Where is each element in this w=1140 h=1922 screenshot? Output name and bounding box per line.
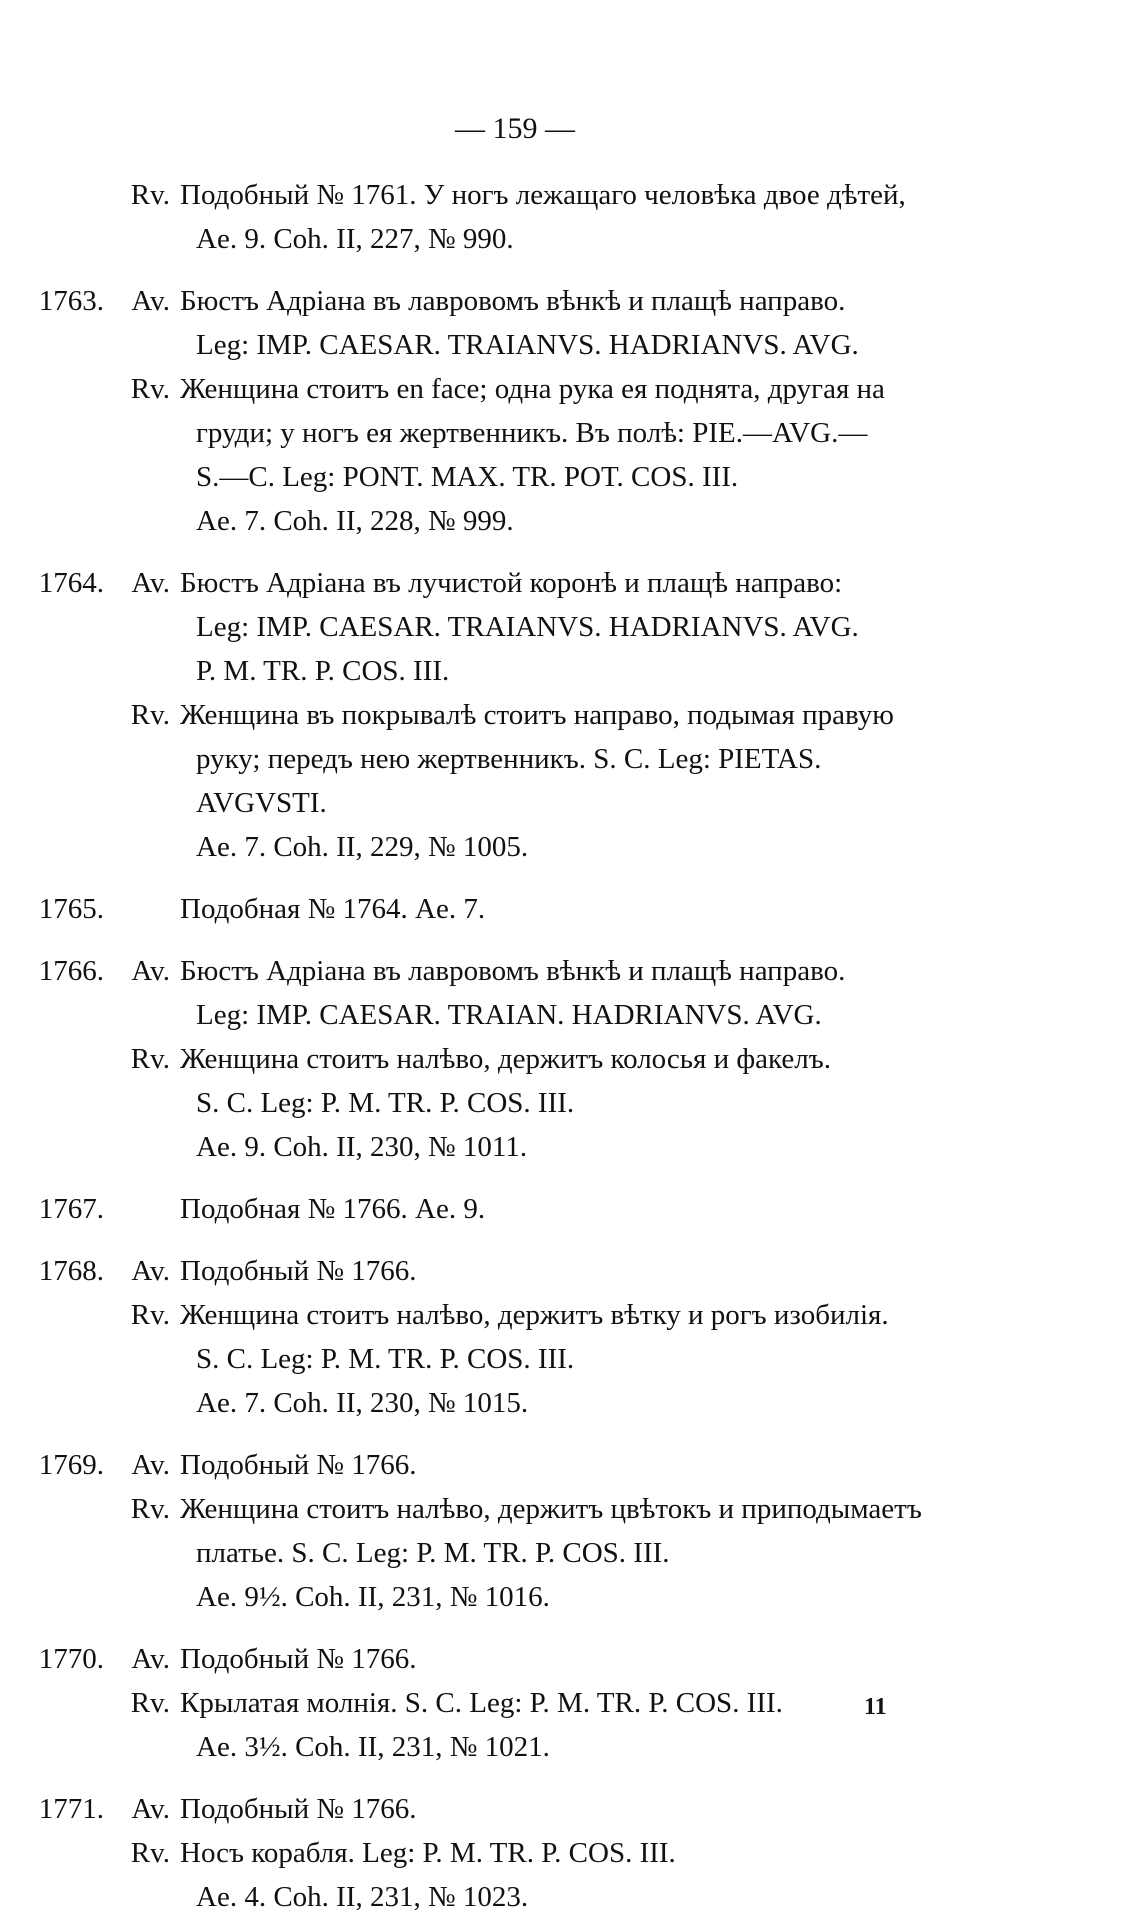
description-continuation: руку; передъ нею жертвенникъ. S. C. Leg: PIETAS. xyxy=(196,743,822,775)
description-continuation: S.—C. Leg: PONT. MAX. TR. POT. COS. III. xyxy=(196,461,739,493)
page-number-header: — 159 — xyxy=(455,112,575,145)
reverse-label: Rv. xyxy=(130,1493,170,1525)
obverse-label: Av. xyxy=(131,285,170,317)
entry-number: 1767. xyxy=(38,1193,104,1225)
description-continuation: Ae. 3½. Coh. II, 231, № 1021. xyxy=(196,1731,550,1763)
description-line: Подобная № 1764. Ae. 7. xyxy=(180,893,486,925)
reverse-label: Rv. xyxy=(130,1299,170,1331)
obverse-label: Av. xyxy=(131,955,170,987)
reverse-label: Rv. xyxy=(130,1043,170,1075)
description-continuation: Leg: IMP. CAESAR. TRAIAN. HADRIANVS. AVG. xyxy=(196,999,822,1031)
description-line: Подобный № 1766. xyxy=(180,1449,417,1481)
entry-number: 1770. xyxy=(38,1643,104,1675)
description-line: Носъ корабля. Leg: P. M. TR. P. COS. III. xyxy=(180,1837,676,1869)
description-continuation: платье. S. C. Leg: P. M. TR. P. COS. III. xyxy=(196,1537,670,1569)
entry-number: 1771. xyxy=(38,1793,104,1825)
reverse-label: Rv. xyxy=(130,373,170,405)
reverse-label: Rv. xyxy=(130,1837,170,1869)
signature-mark: 11 xyxy=(864,1694,887,1720)
description-line: Женщина въ покрывалѣ стоитъ направо, подымая правую xyxy=(180,699,894,731)
description-continuation: Ae. 7. Coh. II, 228, № 999. xyxy=(196,505,514,537)
description-line: Подобный № 1766. xyxy=(180,1793,417,1825)
reverse-label: Rv. xyxy=(130,1687,170,1719)
reverse-label: Rv. xyxy=(130,179,170,211)
description-line: Женщина стоитъ налѣво, держитъ цвѣтокъ и приподымаетъ xyxy=(180,1493,922,1525)
obverse-label: Av. xyxy=(131,1643,170,1675)
description-continuation: S. C. Leg: P. M. TR. P. COS. III. xyxy=(196,1087,575,1119)
description-line: Бюстъ Адріана въ лучистой коронѣ и плащѣ направо: xyxy=(180,567,843,599)
entry-number: 1765. xyxy=(38,893,104,925)
entry-number: 1769. xyxy=(38,1449,104,1481)
description-continuation: Ae. 9. Coh. II, 230, № 1011. xyxy=(196,1131,528,1163)
description-line: Женщина стоитъ налѣво, держитъ колосья и факелъ. xyxy=(180,1043,831,1075)
description-continuation: Ae. 9½. Coh. II, 231, № 1016. xyxy=(196,1581,550,1613)
description-line: Бюстъ Адріана въ лавровомъ вѣнкѣ и плащѣ направо. xyxy=(180,285,846,317)
description-continuation: Ae. 4. Coh. II, 231, № 1023. xyxy=(196,1881,529,1913)
description-continuation: Leg: IMP. CAESAR. TRAIANVS. HADRIANVS. AVG. xyxy=(196,329,859,361)
description-continuation: P. M. TR. P. COS. III. xyxy=(196,655,450,687)
reverse-label: Rv. xyxy=(130,699,170,731)
description-continuation: S. C. Leg: P. M. TR. P. COS. III. xyxy=(196,1343,575,1375)
entry-number: 1768. xyxy=(38,1255,104,1287)
description-line: Бюстъ Адріана въ лавровомъ вѣнкѣ и плащѣ направо. xyxy=(180,955,846,987)
obverse-label: Av. xyxy=(131,1449,170,1481)
description-continuation: Ae. 9. Coh. II, 227, № 990. xyxy=(196,223,514,255)
description-continuation: Ae. 7. Coh. II, 229, № 1005. xyxy=(196,831,529,863)
description-line: Подобный № 1761. У ногъ лежащаго человѣка двое дѣтей, xyxy=(180,179,906,211)
entry-number: 1766. xyxy=(38,955,104,987)
description-line: Подобный № 1766. xyxy=(180,1643,417,1675)
description-line: Женщина стоитъ en face; одна рука ея поднята, другая на xyxy=(180,373,885,405)
description-line: Женщина стоитъ налѣво, держитъ вѣтку и рогъ изобилія. xyxy=(180,1299,889,1331)
obverse-label: Av. xyxy=(131,567,170,599)
entry-number: 1764. xyxy=(38,567,104,599)
description-continuation: груди; у ногъ ея жертвенникъ. Въ полѣ: PIE.—AVG.— xyxy=(196,417,868,449)
obverse-label: Av. xyxy=(131,1793,170,1825)
entry-number: 1763. xyxy=(38,285,104,317)
obverse-label: Av. xyxy=(131,1255,170,1287)
description-line: Крылатая молнія. S. C. Leg: P. M. TR. P. COS. III. xyxy=(180,1687,783,1719)
description-continuation: Ae. 7. Coh. II, 230, № 1015. xyxy=(196,1387,529,1419)
description-continuation: AVGVSTI. xyxy=(196,787,327,819)
description-line: Подобный № 1766. xyxy=(180,1255,417,1287)
description-continuation: Leg: IMP. CAESAR. TRAIANVS. HADRIANVS. AVG. xyxy=(196,611,859,643)
description-line: Подобная № 1766. Ae. 9. xyxy=(180,1193,486,1225)
